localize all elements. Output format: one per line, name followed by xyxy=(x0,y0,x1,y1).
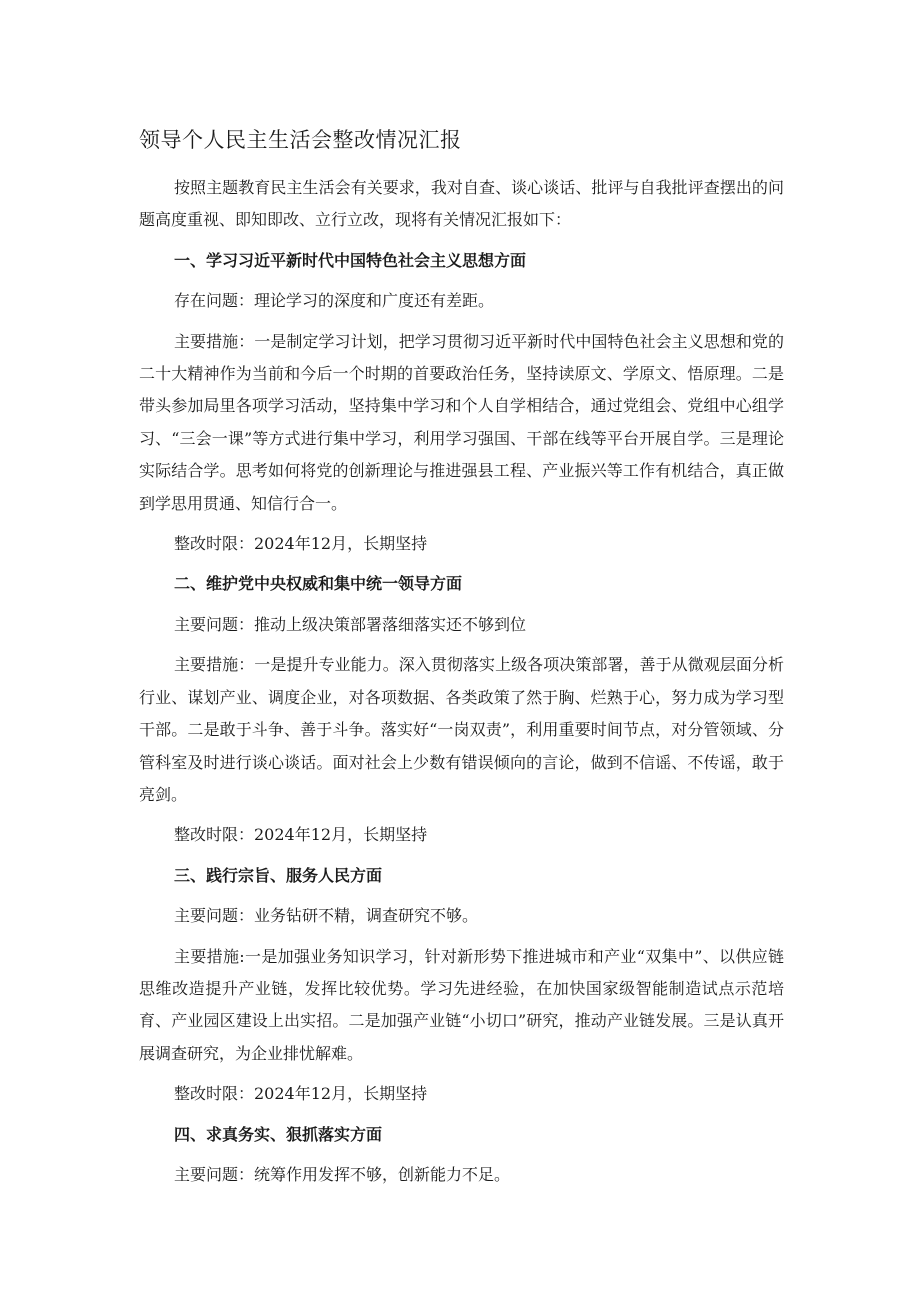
section-heading-1: 一、学习习近平新时代中国特色社会主义思想方面 xyxy=(174,250,527,270)
document-title: 领导个人民主生活会整改情况汇报 xyxy=(139,128,462,152)
deadline-paragraph-2: 整改时限：2024年12月，长期坚持 xyxy=(174,825,428,845)
document-body xyxy=(139,172,784,1199)
measures-paragraph-1: 主要措施：一是制定学习计划，把学习贯彻习近平新时代中国特色社会主义思想和党的二十大精神作为当前和今后一个时期的首要政治任务，坚持读原文、学原文、悟原理。二是带头参加局里各项学习活动，坚持集中学习和个人自学相结合，通过党组会、党组中心组学习、“三会一课”等方式进行集中学习，利用学习强国、干部在线等平台开展自学。三是理论实际结合学。思考如何将党的创新理论与推进强县工程、产业振兴等工作有机结合，真正做到学思用贯通、知信行合一。 xyxy=(139,331,784,513)
section-heading-2: 二、维护党中央权威和集中统一领导方面 xyxy=(174,574,463,594)
intro-paragraph: 按照主题教育民主生活会有关要求，我对自查、谈心谈话、批评与自我批评查摆出的问题高度重视、即知即改、立行立改，现将有关情况汇报如下： xyxy=(139,178,784,230)
section-heading-3: 三、践行宗旨、服务人民方面 xyxy=(174,865,383,885)
section-heading-4: 四、求真务实、狠抓落实方面 xyxy=(174,1124,383,1144)
problem-paragraph-3: 主要问题：业务钻研不精，调查研究不够。 xyxy=(174,906,479,926)
problem-paragraph-4: 主要问题：统筹作用发挥不够，创新能力不足。 xyxy=(174,1164,511,1184)
measures-paragraph-3: 主要措施:一是加强业务知识学习，针对新形势下推进城市和产业“双集中”、以供应链思维改造提升产业链，发挥比较优势。学习先进经验，在加快国家级智能制造试点示范培育、产业园区建设上出实招。二是加强产业链“小切口”研究，推动产业链发展。三是认真开展调查研究，为企业排忧解难。 xyxy=(139,946,784,1063)
problem-paragraph-1: 存在问题：理论学习的深度和广度还有差距。 xyxy=(174,291,495,311)
problem-paragraph-2: 主要问题：推动上级决策部署落细落实还不够到位 xyxy=(174,614,527,634)
deadline-paragraph-3: 整改时限：2024年12月，长期坚持 xyxy=(174,1084,428,1104)
measures-paragraph-2: 主要措施：一是提升专业能力。深入贯彻落实上级各项决策部署，善于从微观层面分析行业、谋划产业、调度企业，对各项数据、各类政策了然于胸、烂熟于心，努力成为学习型干部。二是敢于斗争、善于斗争。落实好“一岗双责”，利用重要时间节点，对分管领域、分管科室及时进行谈心谈话。面对社会上少数有错误倾向的言论，做到不信谣、不传谣，敢于亮剑。 xyxy=(139,655,784,804)
deadline-paragraph-1: 整改时限：2024年12月，长期坚持 xyxy=(174,534,428,554)
